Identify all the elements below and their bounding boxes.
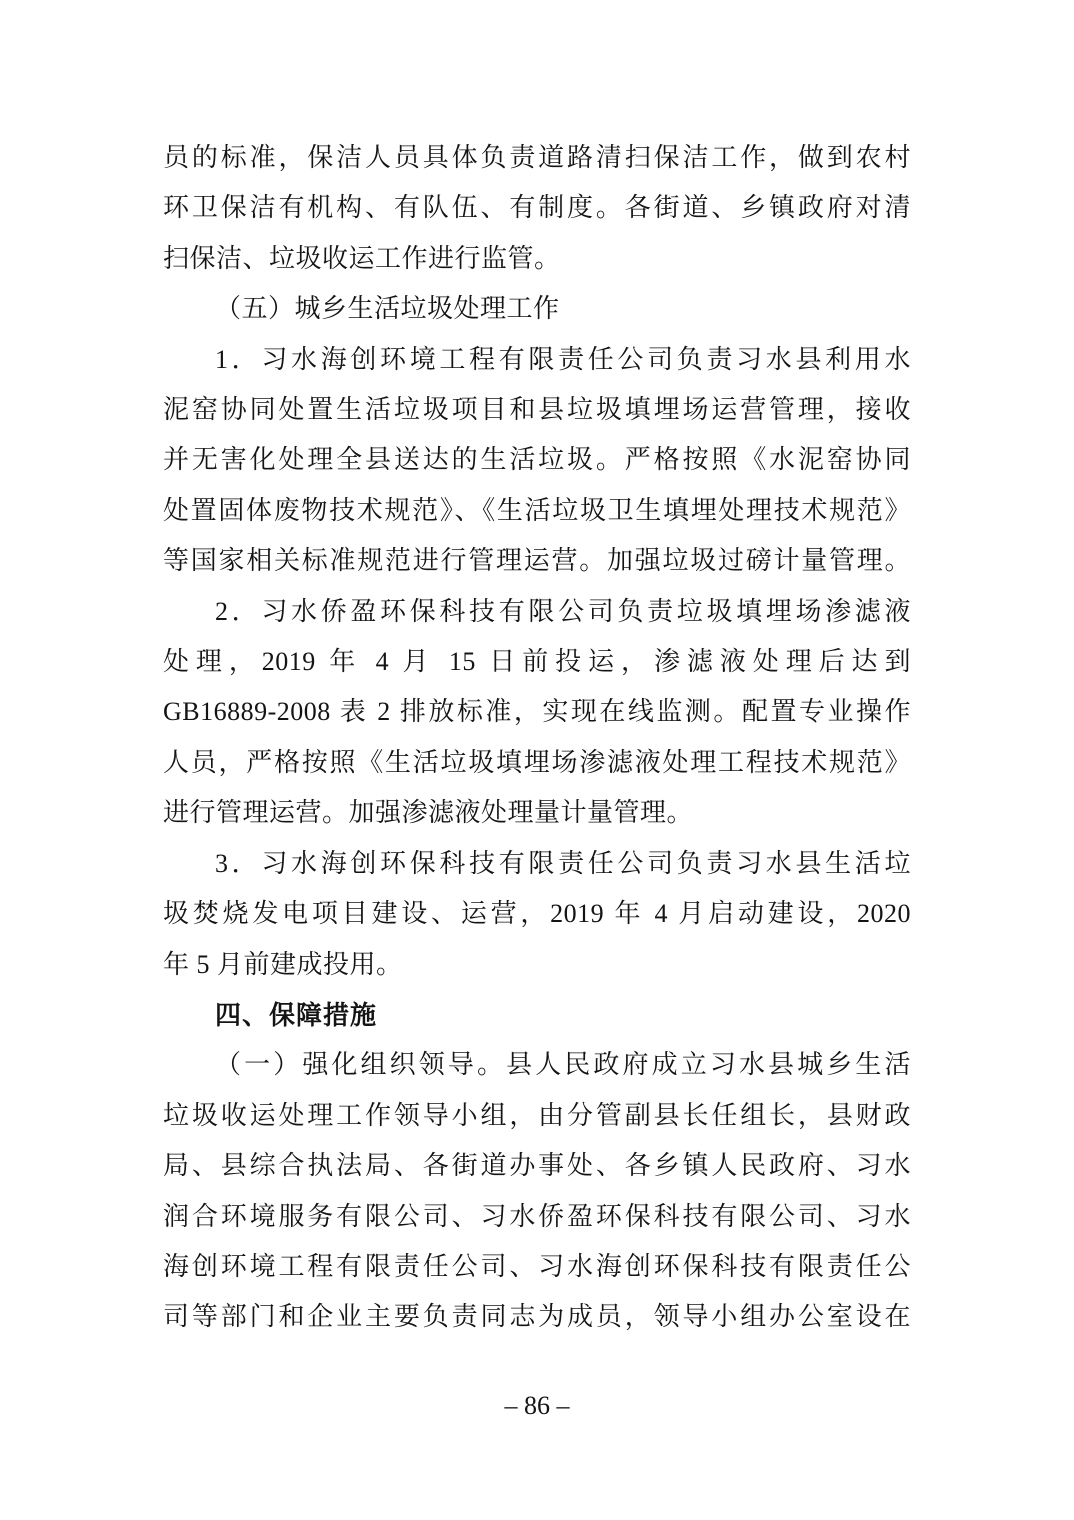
text-line: 司等部门和企业主要负责同志为成员，领导小组办公室设在	[163, 1302, 911, 1332]
text-line: 润合环境服务有限公司、习水侨盈环保科技有限公司、习水	[163, 1201, 911, 1231]
text-line: （一）强化组织领导。县人民政府成立习水县城乡生活	[215, 1050, 911, 1080]
text-line: 海创环境工程有限责任公司、习水海创环保科技有限责任公	[163, 1251, 911, 1281]
text-line: 等国家相关标准规范进行管理运营。加强垃圾过磅计量管理。	[163, 546, 911, 576]
text-line: 并无害化处理全县送达的生活垃圾。严格按照《水泥窑协同	[163, 445, 911, 475]
text-line: 员的标准，保洁人员具体负责道路清扫保洁工作，做到农村	[163, 143, 911, 172]
text-line: 局、县综合执法局、各街道办事处、各乡镇人民政府、习水	[163, 1151, 911, 1181]
section-heading: 四、保障措施	[215, 999, 378, 1030]
text-line: 泥窑协同处置生活垃圾项目和县垃圾填埋场运营管理，接收	[163, 395, 911, 425]
text-line: 环卫保洁有机构、有队伍、有制度。各街道、乡镇政府对清	[163, 193, 911, 223]
text-line: 1．习水海创环境工程有限责任公司负责习水县利用水	[215, 344, 911, 374]
text-line: 扫保洁、垃圾收运工作进行监管。	[163, 243, 561, 273]
text-line: GB16889-2008 表 2 排放标准，实现在线监测。配置专业操作	[163, 697, 911, 727]
text-line: 进行管理运营。加强渗滤液处理量计量管理。	[163, 798, 694, 828]
text-line: 人员，严格按照《生活垃圾填埋场渗滤液处理工程技术规范》	[163, 747, 911, 777]
subsection-heading: （五）城乡生活垃圾处理工作	[215, 294, 560, 324]
text-line: 2．习水侨盈环保科技有限公司负责垃圾填埋场渗滤液	[215, 596, 911, 626]
text-line: 垃圾收运处理工作领导小组，由分管副县长任组长，县财政	[163, 1100, 911, 1130]
text-line: 圾焚烧发电项目建设、运营，2019 年 4 月启动建设，2020	[163, 899, 911, 929]
page-content	[163, 133, 911, 1343]
page-number: – 86 –	[504, 1391, 570, 1420]
text-line: 处理，2019 年 4 月 15 日前投运，渗滤液处理后达到	[163, 647, 911, 677]
text-line: 3．习水海创环保科技有限责任公司负责习水县生活垃	[215, 848, 911, 878]
text-line: 处置固体废物技术规范》、《生活垃圾卫生填埋处理技术规范》	[163, 495, 911, 525]
text-line: 年 5 月前建成投用。	[163, 949, 403, 979]
